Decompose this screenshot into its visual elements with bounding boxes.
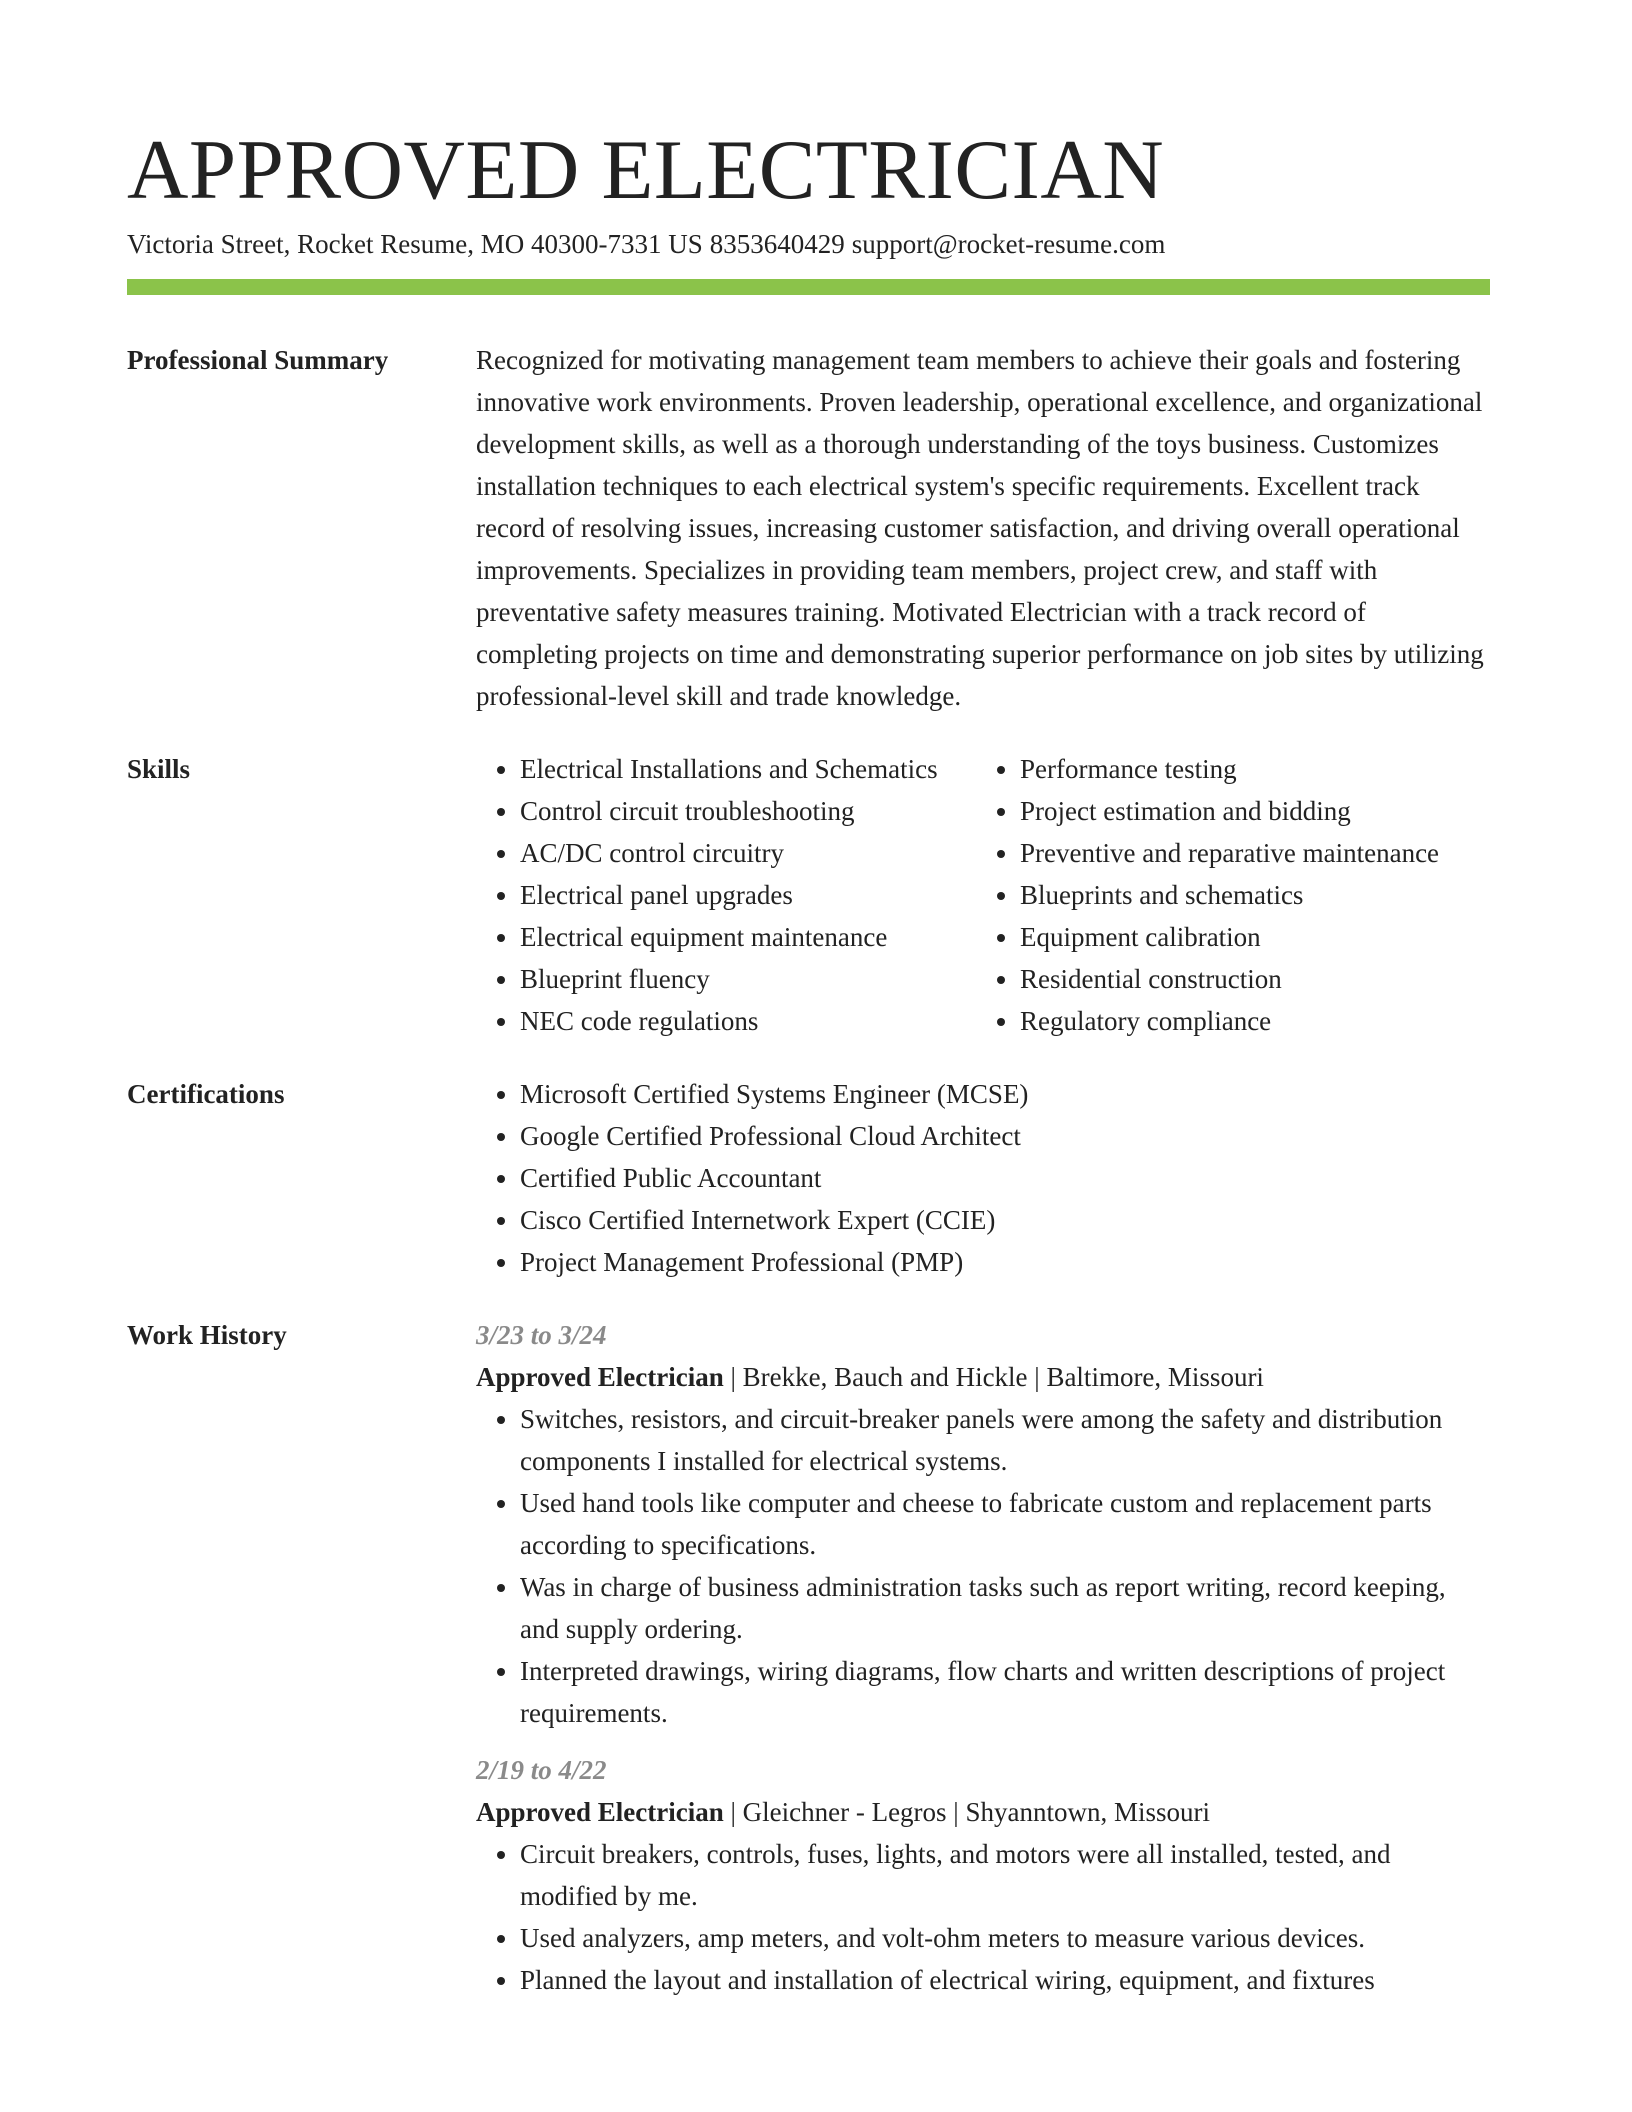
job-duty-item: • Used analyzers, amp meters, and volt-ohm meters to measure various devices. xyxy=(520,1917,1490,1959)
job-employer-location: | Gleichner - Legros | Shyanntown, Missouri xyxy=(723,1797,1210,1827)
job-heading xyxy=(476,1791,1490,1833)
skill-item: • Control circuit troubleshooting xyxy=(520,790,976,832)
header-divider xyxy=(127,279,1490,295)
skill-item: • Blueprints and schematics xyxy=(1020,874,1490,916)
skill-item: • Equipment calibration xyxy=(1020,916,1490,958)
job-dates: 2/19 to 4/22 xyxy=(476,1755,607,1785)
skills-list-left xyxy=(476,748,976,1042)
job-duty-item: • Circuit breakers, controls, fuses, lights, and motors were all installed, tested, and modified by me. xyxy=(520,1833,1490,1917)
skill-item: • Blueprint fluency xyxy=(520,958,976,1000)
certification-item: • Cisco Certified Internetwork Expert (CCIE) xyxy=(520,1199,1490,1241)
job-duty-item: • Used hand tools like computer and cheese to fabricate custom and replacement parts according to specifications. xyxy=(520,1482,1490,1566)
skill-item: • Electrical equipment maintenance xyxy=(520,916,976,958)
job-duty-item: • Was in charge of business administration tasks such as report writing, record keeping, and supply ordering. xyxy=(520,1566,1490,1650)
skills-list-right xyxy=(976,748,1490,1042)
job-duties-list xyxy=(476,1833,1490,2001)
skill-item: • Regulatory compliance xyxy=(1020,1000,1490,1042)
certifications-body xyxy=(476,1073,1490,1283)
skill-item: • Preventive and reparative maintenance xyxy=(1020,832,1490,874)
work-history-heading: Work History xyxy=(127,1320,287,1350)
contact-email: support@rocket-resume.com xyxy=(851,229,1166,259)
skill-item: • Performance testing xyxy=(1020,748,1490,790)
certifications-list xyxy=(476,1073,1490,1283)
page-title: APPROVED ELECTRICIAN xyxy=(127,123,1165,217)
certification-item: • Certified Public Accountant xyxy=(520,1157,1490,1199)
summary-text: Recognized for motivating management team members to achieve their goals and fostering innovative work environments. Proven leadership, operational excellence, and organizational development skills, as well as a thorough understanding of the toys business. Customizes installation techniques to each electrical system's specific requirements. Excellent track record of resolving issues, increasing customer satisfaction, and driving overall operational improvements. Specializes in providing team members, project crew, and staff with preventative safety measures training. Motivated Electrician with a track record of completing projects on time and demonstrating superior performance on job sites by utilizing professional-level skill and trade knowledge. xyxy=(476,345,1484,711)
job-title: Approved Electrician xyxy=(476,1797,724,1827)
skill-item: • Project estimation and bidding xyxy=(1020,790,1490,832)
skill-item: • Residential construction xyxy=(1020,958,1490,1000)
job-duty-item: • Planned the layout and installation of electrical wiring, equipment, and fixtures xyxy=(520,1959,1490,2001)
work-history-section xyxy=(127,1314,1490,2001)
job-entry xyxy=(476,1749,1490,2001)
certification-item: • Project Management Professional (PMP) xyxy=(520,1241,1490,1283)
job-duties-list xyxy=(476,1398,1490,1734)
work-history-body xyxy=(476,1314,1490,2001)
job-duty-item: • Interpreted drawings, wiring diagrams, flow charts and written descriptions of project requirements. xyxy=(520,1650,1490,1734)
contact-phone: 8353640429 xyxy=(709,229,845,259)
job-entry xyxy=(476,1314,1490,1734)
skills-section xyxy=(127,748,1490,1042)
job-duty-item: • Switches, resistors, and circuit-breaker panels were among the safety and distribution components I installed for electrical systems. xyxy=(520,1398,1490,1482)
job-title: Approved Electrician xyxy=(476,1362,724,1392)
resume-page xyxy=(127,120,1490,2001)
skill-item: • AC/DC control circuitry xyxy=(520,832,976,874)
skills-heading: Skills xyxy=(127,754,191,784)
job-employer-location: | Brekke, Bauch and Hickle | Baltimore, Missouri xyxy=(723,1362,1264,1392)
summary-section xyxy=(127,339,1490,717)
skills-columns xyxy=(476,748,1490,1042)
certification-item: • Microsoft Certified Systems Engineer (MCSE) xyxy=(520,1073,1490,1115)
job-heading xyxy=(476,1356,1490,1398)
job-dates: 3/23 to 3/24 xyxy=(476,1320,607,1350)
skill-item: • Electrical Installations and Schematics xyxy=(520,748,976,790)
skill-item: • Electrical panel upgrades xyxy=(520,874,976,916)
certification-item: • Google Certified Professional Cloud Architect xyxy=(520,1115,1490,1157)
contact-address: Victoria Street, Rocket Resume, MO 40300-7331 US xyxy=(127,229,703,259)
certifications-section xyxy=(127,1073,1490,1283)
certifications-heading: Certifications xyxy=(127,1079,285,1109)
skill-item: • NEC code regulations xyxy=(520,1000,976,1042)
contact-line xyxy=(127,226,1490,262)
summary-heading: Professional Summary xyxy=(127,345,389,375)
